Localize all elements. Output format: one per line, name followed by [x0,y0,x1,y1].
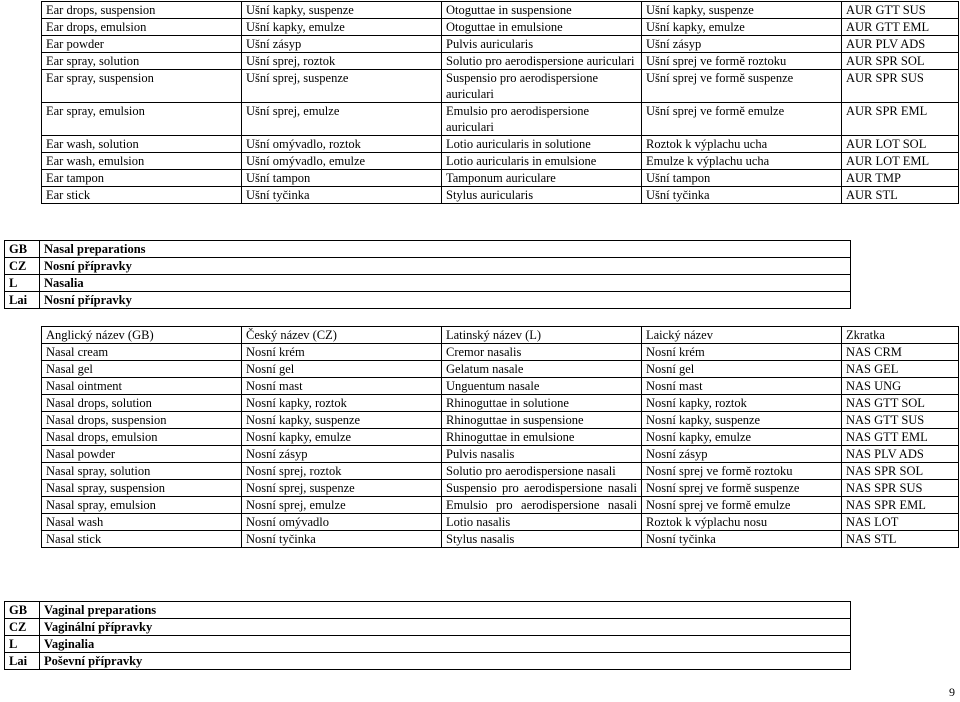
table-row [42,514,959,531]
table-cell: NAS SPR SOL [842,463,959,480]
table-row [42,70,959,103]
table-row [42,480,959,497]
table-cell: Nosní krém [242,344,442,361]
table-cell: GB [5,602,40,619]
table-cell: Pulvis nasalis [442,446,642,463]
table-cell: CZ [5,258,40,275]
table-row [42,497,959,514]
table-cell: Solutio pro aerodispersione nasali [442,463,642,480]
section-row [5,292,851,309]
table-cell: Ear spray, suspension [42,70,242,103]
table-row [42,531,959,548]
table-cell: Nosní přípravky [40,292,851,309]
table-cell: Ear wash, emulsion [42,153,242,170]
table-cell: Ear powder [42,36,242,53]
table-cell: Stylus nasalis [442,531,642,548]
table-cell: Ušní sprej ve formě suspenze [642,70,842,103]
table-row [42,446,959,463]
table-cell: Vaginální přípravky [40,619,851,636]
table-cell: Lotio auricularis in emulsione [442,153,642,170]
table-cell: Ušní zásyp [242,36,442,53]
table-cell: Lai [5,292,40,309]
table-cell: Ušní kapky, suspenze [642,2,842,19]
table-cell: Nosní sprej ve formě roztoku [642,463,842,480]
table-cell: Ušní zásyp [642,36,842,53]
table-cell: NAS SPR SUS [842,480,959,497]
table-cell: Nosní kapky, emulze [242,429,442,446]
table-cell: Nosní zásyp [242,446,442,463]
table-row [42,170,959,187]
table-cell: Laický název [642,327,842,344]
table-cell: Emulze k výplachu ucha [642,153,842,170]
table-cell: Unguentum nasale [442,378,642,395]
table-cell: Otoguttae in emulsione [442,19,642,36]
table-row [42,344,959,361]
table-cell: Nasal gel [42,361,242,378]
table-cell: Nosní sprej, suspenze [242,480,442,497]
table-cell: Roztok k výplachu nosu [642,514,842,531]
table-row [42,429,959,446]
table-cell: AUR LOT SOL [842,136,959,153]
table-row [42,36,959,53]
table-cell: Ušní omývadlo, roztok [242,136,442,153]
table-cell: Nasal cream [42,344,242,361]
table-cell: Poševní přípravky [40,653,851,670]
table-row [42,412,959,429]
section-row [5,653,851,670]
table-cell: Ušní sprej, suspenze [242,70,442,103]
table-cell: Emulsio pro aerodispersione nasali [442,497,642,514]
table-cell: Nosní zásyp [642,446,842,463]
table-cell: Rhinoguttae in emulsione [442,429,642,446]
table-cell: Ušní tampon [242,170,442,187]
table-cell: NAS GEL [842,361,959,378]
section-row [5,636,851,653]
table-cell: NAS CRM [842,344,959,361]
table-cell: Ušní kapky, emulze [242,19,442,36]
table-cell: NAS STL [842,531,959,548]
table-cell: Vaginal preparations [40,602,851,619]
table-cell: Nosní sprej ve formě emulze [642,497,842,514]
table-cell: Nosní kapky, suspenze [242,412,442,429]
table-row [42,395,959,412]
table-row [42,136,959,153]
table-cell: NAS GTT SOL [842,395,959,412]
table-cell: AUR SPR SUS [842,70,959,103]
table-cell: Nosní gel [242,361,442,378]
section-row [5,602,851,619]
table-cell: Stylus auricularis [442,187,642,204]
table-cell: Vaginalia [40,636,851,653]
table-cell: AUR LOT EML [842,153,959,170]
table-cell: AUR SPR EML [842,103,959,136]
table-cell: Ear drops, emulsion [42,19,242,36]
nasal-section-header [4,240,851,309]
table-cell: Otoguttae in suspensione [442,2,642,19]
vaginal-section-header [4,601,851,670]
table-cell: Latinský název (L) [442,327,642,344]
table-cell: Anglický název (GB) [42,327,242,344]
table-cell: Ušní omývadlo, emulze [242,153,442,170]
table-cell: Nasal ointment [42,378,242,395]
table-cell: Emulsio pro aerodispersione auriculari [442,103,642,136]
table-cell: Nasal drops, emulsion [42,429,242,446]
table-cell: Nosní sprej, roztok [242,463,442,480]
table-row [42,153,959,170]
table-cell: Nasal powder [42,446,242,463]
table-cell: Nosní tyčinka [642,531,842,548]
table-cell: Nosní kapky, roztok [242,395,442,412]
table-cell: Ušní tyčinka [242,187,442,204]
table-cell: Ušní kapky, suspenze [242,2,442,19]
table-cell: NAS UNG [842,378,959,395]
table-cell: Gelatum nasale [442,361,642,378]
table-cell: Lotio auricularis in solutione [442,136,642,153]
table-row [42,53,959,70]
table-cell: Solutio pro aerodispersione auriculari [442,53,642,70]
table-cell: Ear wash, solution [42,136,242,153]
table-cell: Nosní mast [642,378,842,395]
ear-table [41,1,959,204]
table-cell: GB [5,241,40,258]
table-row [42,2,959,19]
page-number: 9 [949,685,955,699]
table-cell: Nosní přípravky [40,258,851,275]
table-cell: AUR STL [842,187,959,204]
table-cell: Nosní krém [642,344,842,361]
table-cell: Ušní kapky, emulze [642,19,842,36]
table-cell: Ušní tampon [642,170,842,187]
table-cell: Zkratka [842,327,959,344]
table-cell: Nosní gel [642,361,842,378]
table-cell: Nosní omývadlo [242,514,442,531]
table-row [42,103,959,136]
section-row [5,275,851,292]
table-cell: Nosní sprej ve formě suspenze [642,480,842,497]
table-cell: Nosní tyčinka [242,531,442,548]
table-cell: AUR PLV ADS [842,36,959,53]
table-cell: Ear spray, emulsion [42,103,242,136]
table-cell: NAS PLV ADS [842,446,959,463]
table-cell: Rhinoguttae in suspensione [442,412,642,429]
table-cell: Ušní tyčinka [642,187,842,204]
table-cell: Suspensio pro aerodispersione nasali [442,480,642,497]
table-cell: Tamponum auriculare [442,170,642,187]
table-cell: Nasal wash [42,514,242,531]
table-cell: Ušní sprej, emulze [242,103,442,136]
section-row [5,241,851,258]
table-cell: L [5,636,40,653]
table-cell: Český název (CZ) [242,327,442,344]
table-cell: Rhinoguttae in solutione [442,395,642,412]
table-cell: Nasal spray, emulsion [42,497,242,514]
table-cell: Nasal spray, solution [42,463,242,480]
table-cell: Nasal spray, suspension [42,480,242,497]
table-cell: NAS GTT SUS [842,412,959,429]
table-cell: AUR GTT EML [842,19,959,36]
table-cell: Ear drops, suspension [42,2,242,19]
table-cell: Pulvis auricularis [442,36,642,53]
table-cell: NAS LOT [842,514,959,531]
table-cell: L [5,275,40,292]
table-cell: Ušní sprej ve formě emulze [642,103,842,136]
table-cell: Nosní kapky, roztok [642,395,842,412]
section-row [5,258,851,275]
table-cell: Roztok k výplachu ucha [642,136,842,153]
table-row [42,187,959,204]
table-row [42,378,959,395]
table-row [42,361,959,378]
table-cell: Ear spray, solution [42,53,242,70]
table-cell: Nasalia [40,275,851,292]
table-cell: NAS SPR EML [842,497,959,514]
table-cell: CZ [5,619,40,636]
table-cell: AUR TMP [842,170,959,187]
table-cell: Nosní sprej, emulze [242,497,442,514]
section-row [5,619,851,636]
table-cell: Lai [5,653,40,670]
table-cell: Nosní kapky, suspenze [642,412,842,429]
table-cell: Ear stick [42,187,242,204]
table-cell: Ušní sprej, roztok [242,53,442,70]
table-cell: Nosní kapky, emulze [642,429,842,446]
table-cell: Nosní mast [242,378,442,395]
table-cell: Nasal preparations [40,241,851,258]
table-cell: Nasal drops, suspension [42,412,242,429]
table-header-row [42,327,959,344]
table-cell: Nasal drops, solution [42,395,242,412]
table-cell: NAS GTT EML [842,429,959,446]
table-row [42,19,959,36]
table-cell: Lotio nasalis [442,514,642,531]
table-cell: AUR SPR SOL [842,53,959,70]
table-cell: Ear tampon [42,170,242,187]
table-cell: AUR GTT SUS [842,2,959,19]
table-cell: Nasal stick [42,531,242,548]
nasal-table [41,326,959,548]
table-cell: Ušní sprej ve formě roztoku [642,53,842,70]
table-row [42,463,959,480]
table-cell: Suspensio pro aerodispersione auriculari [442,70,642,103]
table-cell: Cremor nasalis [442,344,642,361]
